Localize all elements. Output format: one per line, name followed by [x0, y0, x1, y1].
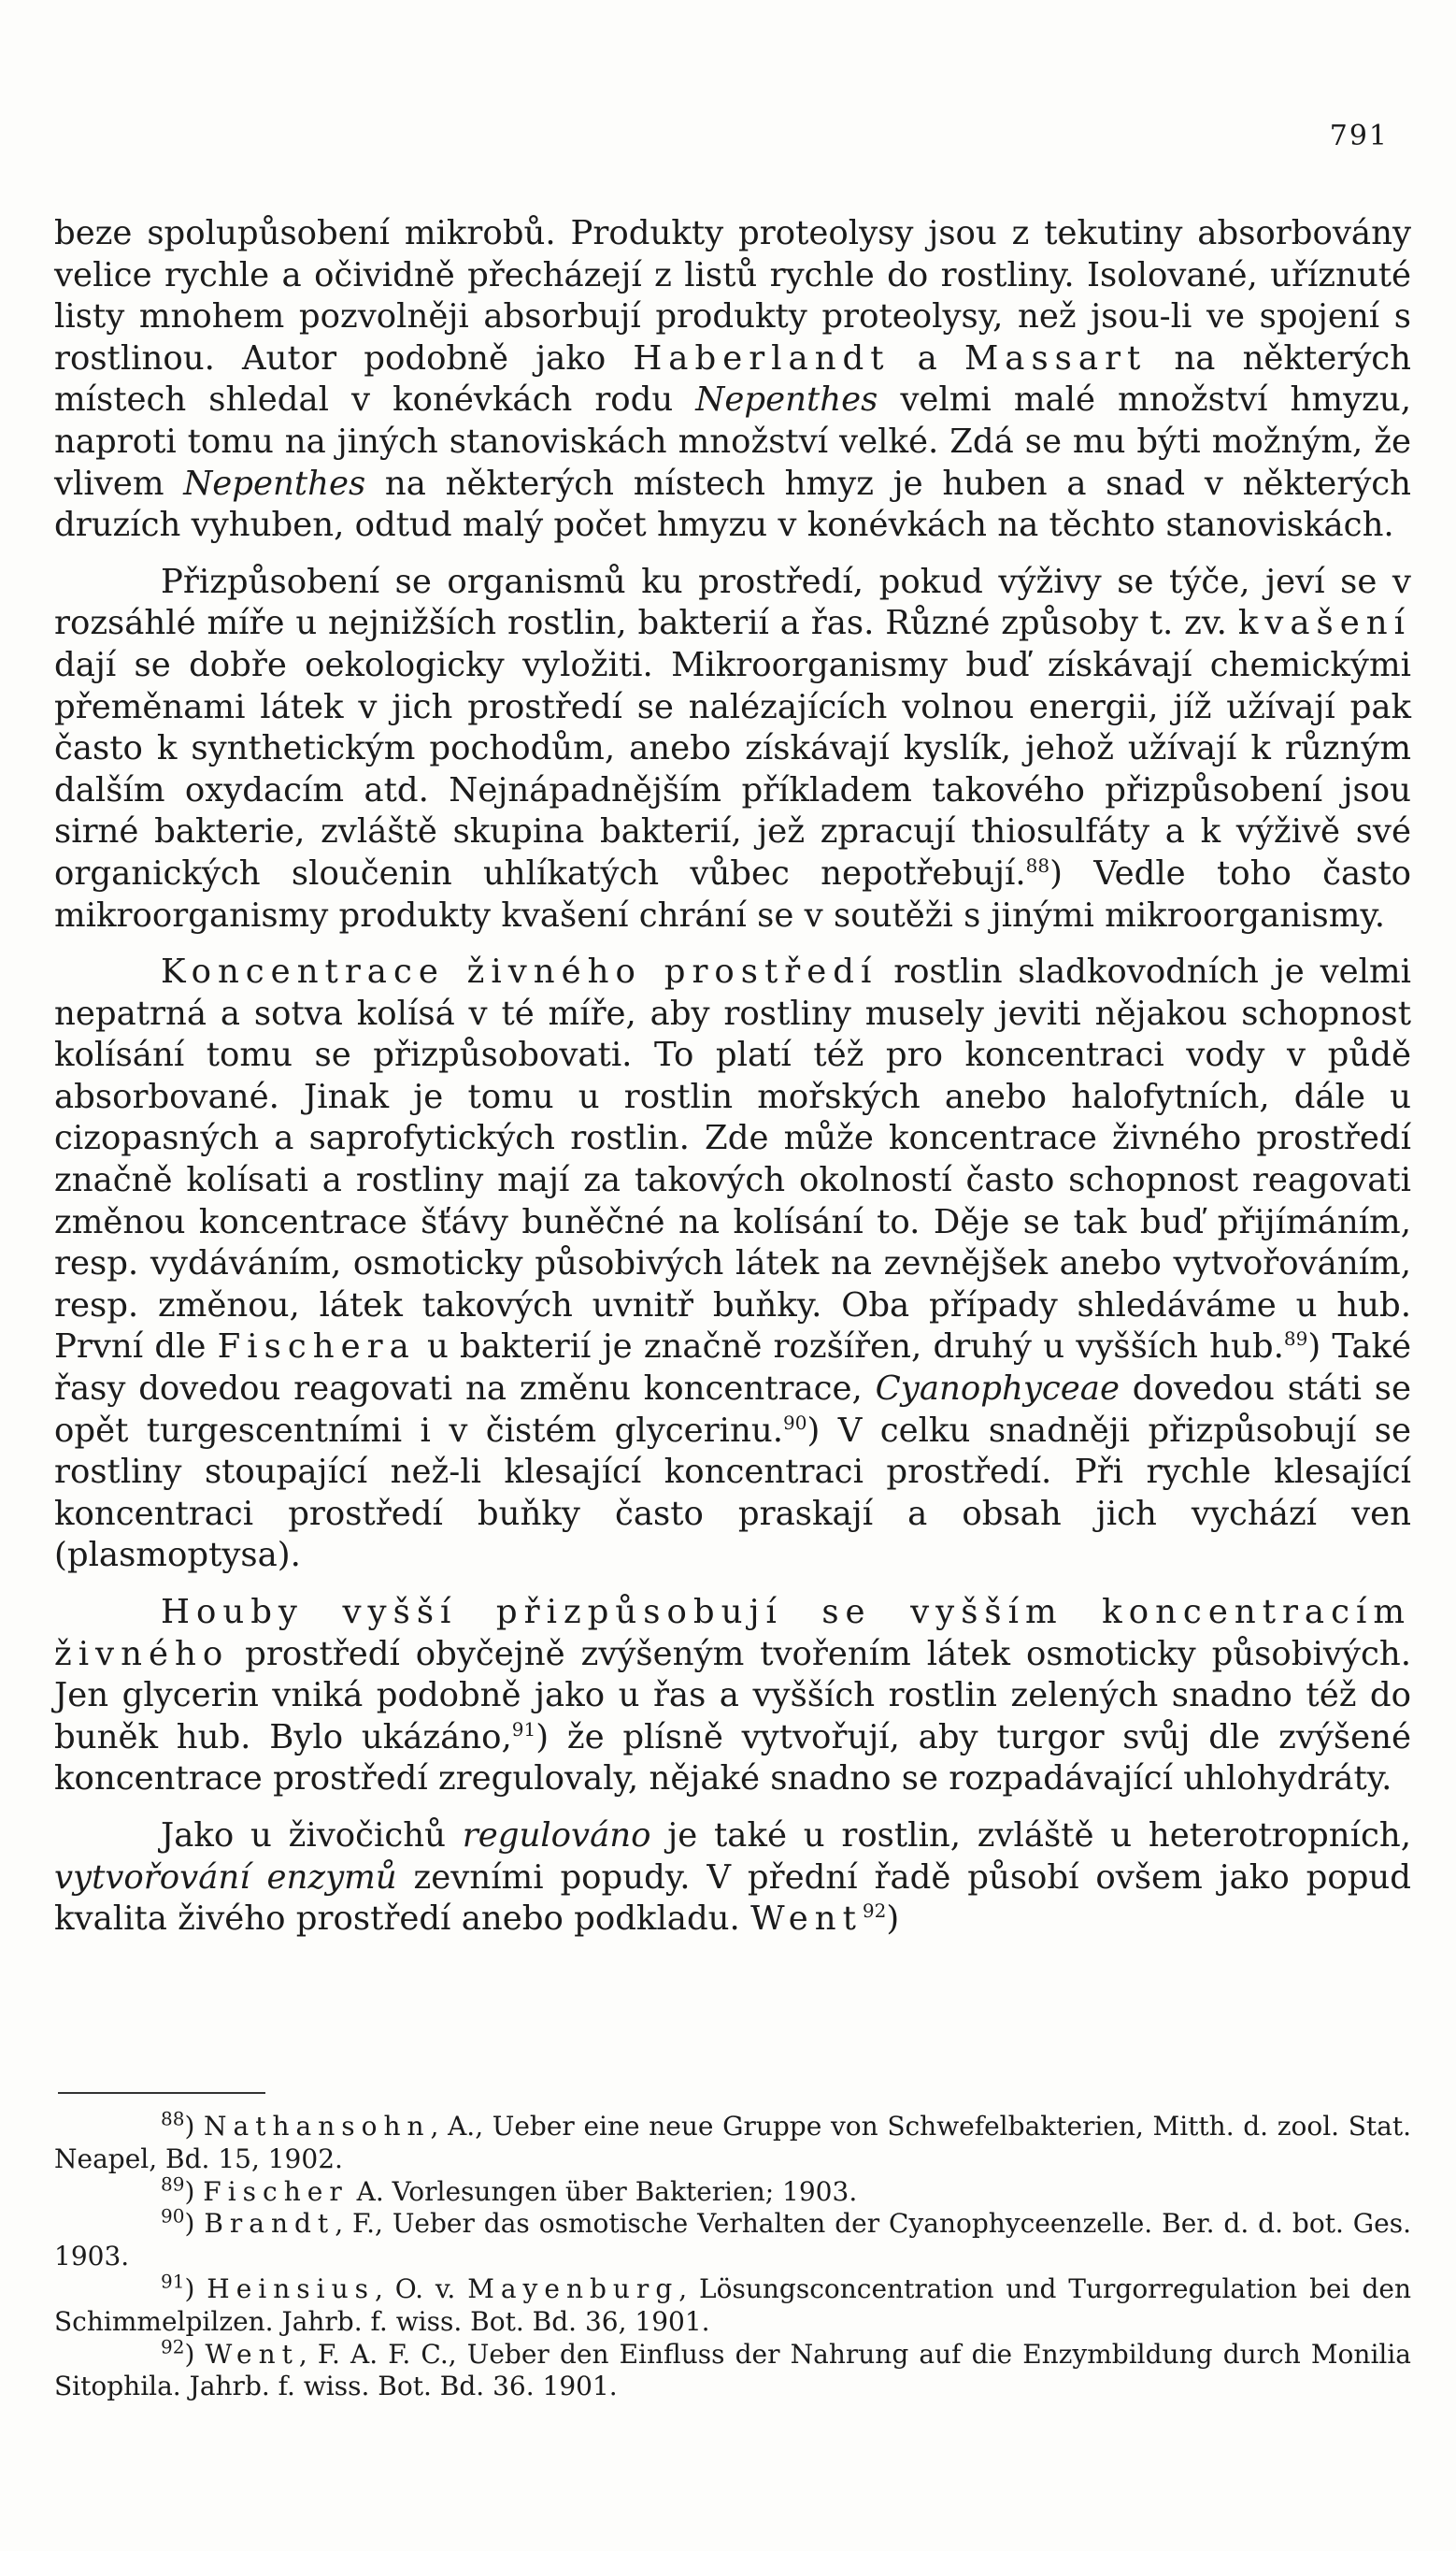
spaced-emphasis: Went [750, 1899, 863, 1939]
text-run: Přizpůsobení se organismů ku prostředí, pokud výživy se týče, jeví se v rozsáhlé míře u nejnižších rostlin, bakterií a řas. Různé způsoby t. zv. [54, 562, 1411, 643]
spaced-emphasis: Heinsius [207, 2272, 375, 2304]
text-run: ) V celku snadněji přizpůsobují se rostliny stoupající než-li klesající koncentraci prostředí. Při rychle klesající koncentraci prostředí buňky často praskají a obsah jich vychází ven (plasmoptysa). [54, 1411, 1411, 1575]
text-run: prostředí obyčejně zvýšeným tvořením látek osmoticky působivých. Jen glycerin vniká podobně jako u řas a vyšších rostlin zelených snadno též do buněk hub. Bylo ukázáno, [54, 1634, 1411, 1756]
spaced-emphasis: Went [205, 2338, 299, 2370]
text-run: ) Vedle toho často mikroorganismy produkty kvašení chrání se v soutěži s jinými mikroorganismy. [54, 853, 1411, 935]
text-run: ) Také řasy dovedou reagovati na změnu koncentrace, [54, 1327, 1411, 1409]
text-run: Jako u živočichů [161, 1815, 463, 1855]
footnote-reference: 89 [1283, 1327, 1308, 1351]
text-run: ) [886, 1899, 900, 1939]
footnote [54, 2172, 1411, 2209]
footnote-reference: 90 [782, 1411, 807, 1434]
spaced-emphasis: Houby vyšší přizpůsobují se vyšším koncentracím živného [54, 1593, 1411, 1673]
footnote-reference: 89 [161, 2172, 185, 2196]
text-run: beze spolupůsobení mikrobů. Produkty proteolysy jsou z tekutiny absorbovány velice rychle a očividně přecházejí z listů rychle do rostliny. Isolované, uříznuté listy mnohem pozvolněji absorbují produkty proteolysy, než jsou-li ve spojení s rostlinou. Autor podobně jako [54, 214, 1411, 378]
text-run: ) [184, 2338, 206, 2370]
paragraph [54, 1592, 1411, 1800]
footnote-reference: 91 [511, 1717, 536, 1741]
footnote [54, 2205, 1411, 2273]
text-run: na některých místech shledal v konévkách rodu [54, 338, 1412, 420]
text-run: zevními popudy. V přední řadě působí ovšem jako popud kvalita živého prostředí anebo podkladu. [54, 1857, 1412, 1939]
text-run: dovedou státi se opět turgescentními i v čistém glycerinu. [54, 1369, 1411, 1450]
text-run: , F., Ueber das osmotische Verhalten der Cyanophyceenzelle. Ber. d. d. bot. Ges. 1903. [54, 2208, 1411, 2272]
text-run: na některých místech hmyz je huben a snad v některých druzích vyhuben, odtud malý počet hmyzu v konévkách na těchto stanoviskách. [54, 464, 1411, 545]
footnote [54, 2270, 1411, 2339]
text-run: velmi malé množství hmyzu, naproti tomu na jiných stanoviskách množství velké. Zdá se mu býti možným, že vlivem [54, 380, 1411, 503]
text-run: dají se dobře oekologicky vyložiti. Mikroorganismy buď získávají chemickými přeměnami látek v jich prostředí se nalézajících volnou energii, jíž užívají pak často k synthetickým pochodům, anebo získávají kyslík, jehož užívají k různým dalším oxydacím atd. Nejnápadnějším příkladem takového přizpůsobení jsou sirné bakterie, zvláště skupina bakterií, jež zpracují thiosulfáty a k výživě své organických sloučenin uhlíkatých vůbec nepotřebují. [54, 645, 1411, 893]
italic-term: Cyanophyceae [875, 1369, 1120, 1409]
text-run: ) [184, 2208, 205, 2240]
body-text [54, 213, 1411, 1941]
spaced-emphasis: Haberlandt [633, 338, 891, 378]
spaced-emphasis: Mayenburg [467, 2272, 679, 2304]
footnote [54, 2107, 1411, 2176]
text-run: u bakterií je značně rozšířen, druhý u vyšších hub. [415, 1327, 1284, 1367]
text-run: ) [184, 2111, 205, 2142]
spaced-emphasis: Massart [964, 338, 1148, 378]
footnote-reference: 88 [161, 2107, 185, 2130]
italic-term: Nepenthes [183, 464, 366, 503]
text-run: , F. A. F. C., Ueber den Einfluss der Nahrung auf die Enzymbildung durch Monilia Sitophila. Jahrb. f. wiss. Bot. Bd. 36. 1901. [54, 2338, 1412, 2402]
page-number: 791 [1329, 120, 1389, 152]
footnotes [54, 2107, 1412, 2403]
footnote [54, 2335, 1412, 2404]
spaced-emphasis: Brandt [204, 2208, 335, 2240]
text-run: , O. v. [374, 2272, 468, 2304]
text-run: ) že plísně vytvořují, aby turgor svůj dle zvýšené koncentrace prostředí zregulovaly, nějaké snadno se rozpadávající uhlohydráty. [54, 1717, 1411, 1799]
footnote-reference: 88 [1025, 854, 1050, 878]
italic-term: regulováno [462, 1815, 651, 1855]
text-run: , A., Ueber eine neue Gruppe von Schwefelbakterien, Mitth. d. zool. Stat. Neapel, Bd. 15, 1902. [54, 2111, 1411, 2174]
spaced-emphasis: Nathansohn [204, 2111, 431, 2142]
paragraph [54, 952, 1411, 1577]
footnote-reference: 92 [862, 1899, 887, 1923]
paragraph [54, 1815, 1411, 1941]
text-run: rostlin sladkovodních je velmi nepatrná a sotva kolísá v té míře, aby rostliny musely jeviti nějakou schopnost kolísání tomu se přizpůsobovati. To platí též pro koncentraci vody v půdě absorbované. Jinak je tomu u rostlin mořských anebo halofytních, dále u cizopasných a saprofytických rostlin. Zde může koncentrace živného prostředí značně kolísati a rostliny mají za takových okolností často schopnost reagovati změnou koncentrace šťávy buněčné na kolísání to. Děje se tak buď přijímáním, resp. vydáváním, osmoticky působivých látek na zevnějšek anebo vytvořováním, resp. změnou, látek takových uvnitř buňky. Oba případy shledáváme u hub. První dle [54, 953, 1412, 1367]
text-run: , Lösungsconcentration und Turgorregulation bei den Schimmelpilzen. Jahrb. f. wiss. Bot. Bd. 36, 1901. [54, 2272, 1411, 2337]
italic-term: Nepenthes [695, 380, 878, 420]
spaced-emphasis: kvašení [1237, 604, 1411, 643]
spaced-emphasis: Fischer [203, 2175, 349, 2207]
text-run: ) [184, 2272, 207, 2304]
paragraph [54, 213, 1411, 547]
italic-term: vytvořování enzymů [54, 1857, 397, 1897]
text-run: je také u rostlin, zvláště u heterotropních, [650, 1815, 1411, 1855]
footnote-divider [58, 2092, 265, 2094]
spaced-emphasis: Fischera [217, 1327, 416, 1367]
text-run: ) [184, 2175, 204, 2207]
text-run: A. Vorlesungen über Bakterien; 1903. [348, 2175, 858, 2207]
footnote-reference: 90 [161, 2205, 185, 2229]
footnote-reference: 92 [161, 2335, 185, 2358]
footnote-reference: 91 [161, 2270, 185, 2293]
spaced-emphasis: Koncentrace živného prostředí [161, 953, 878, 992]
text-run: a [890, 338, 964, 378]
paragraph [54, 562, 1411, 937]
